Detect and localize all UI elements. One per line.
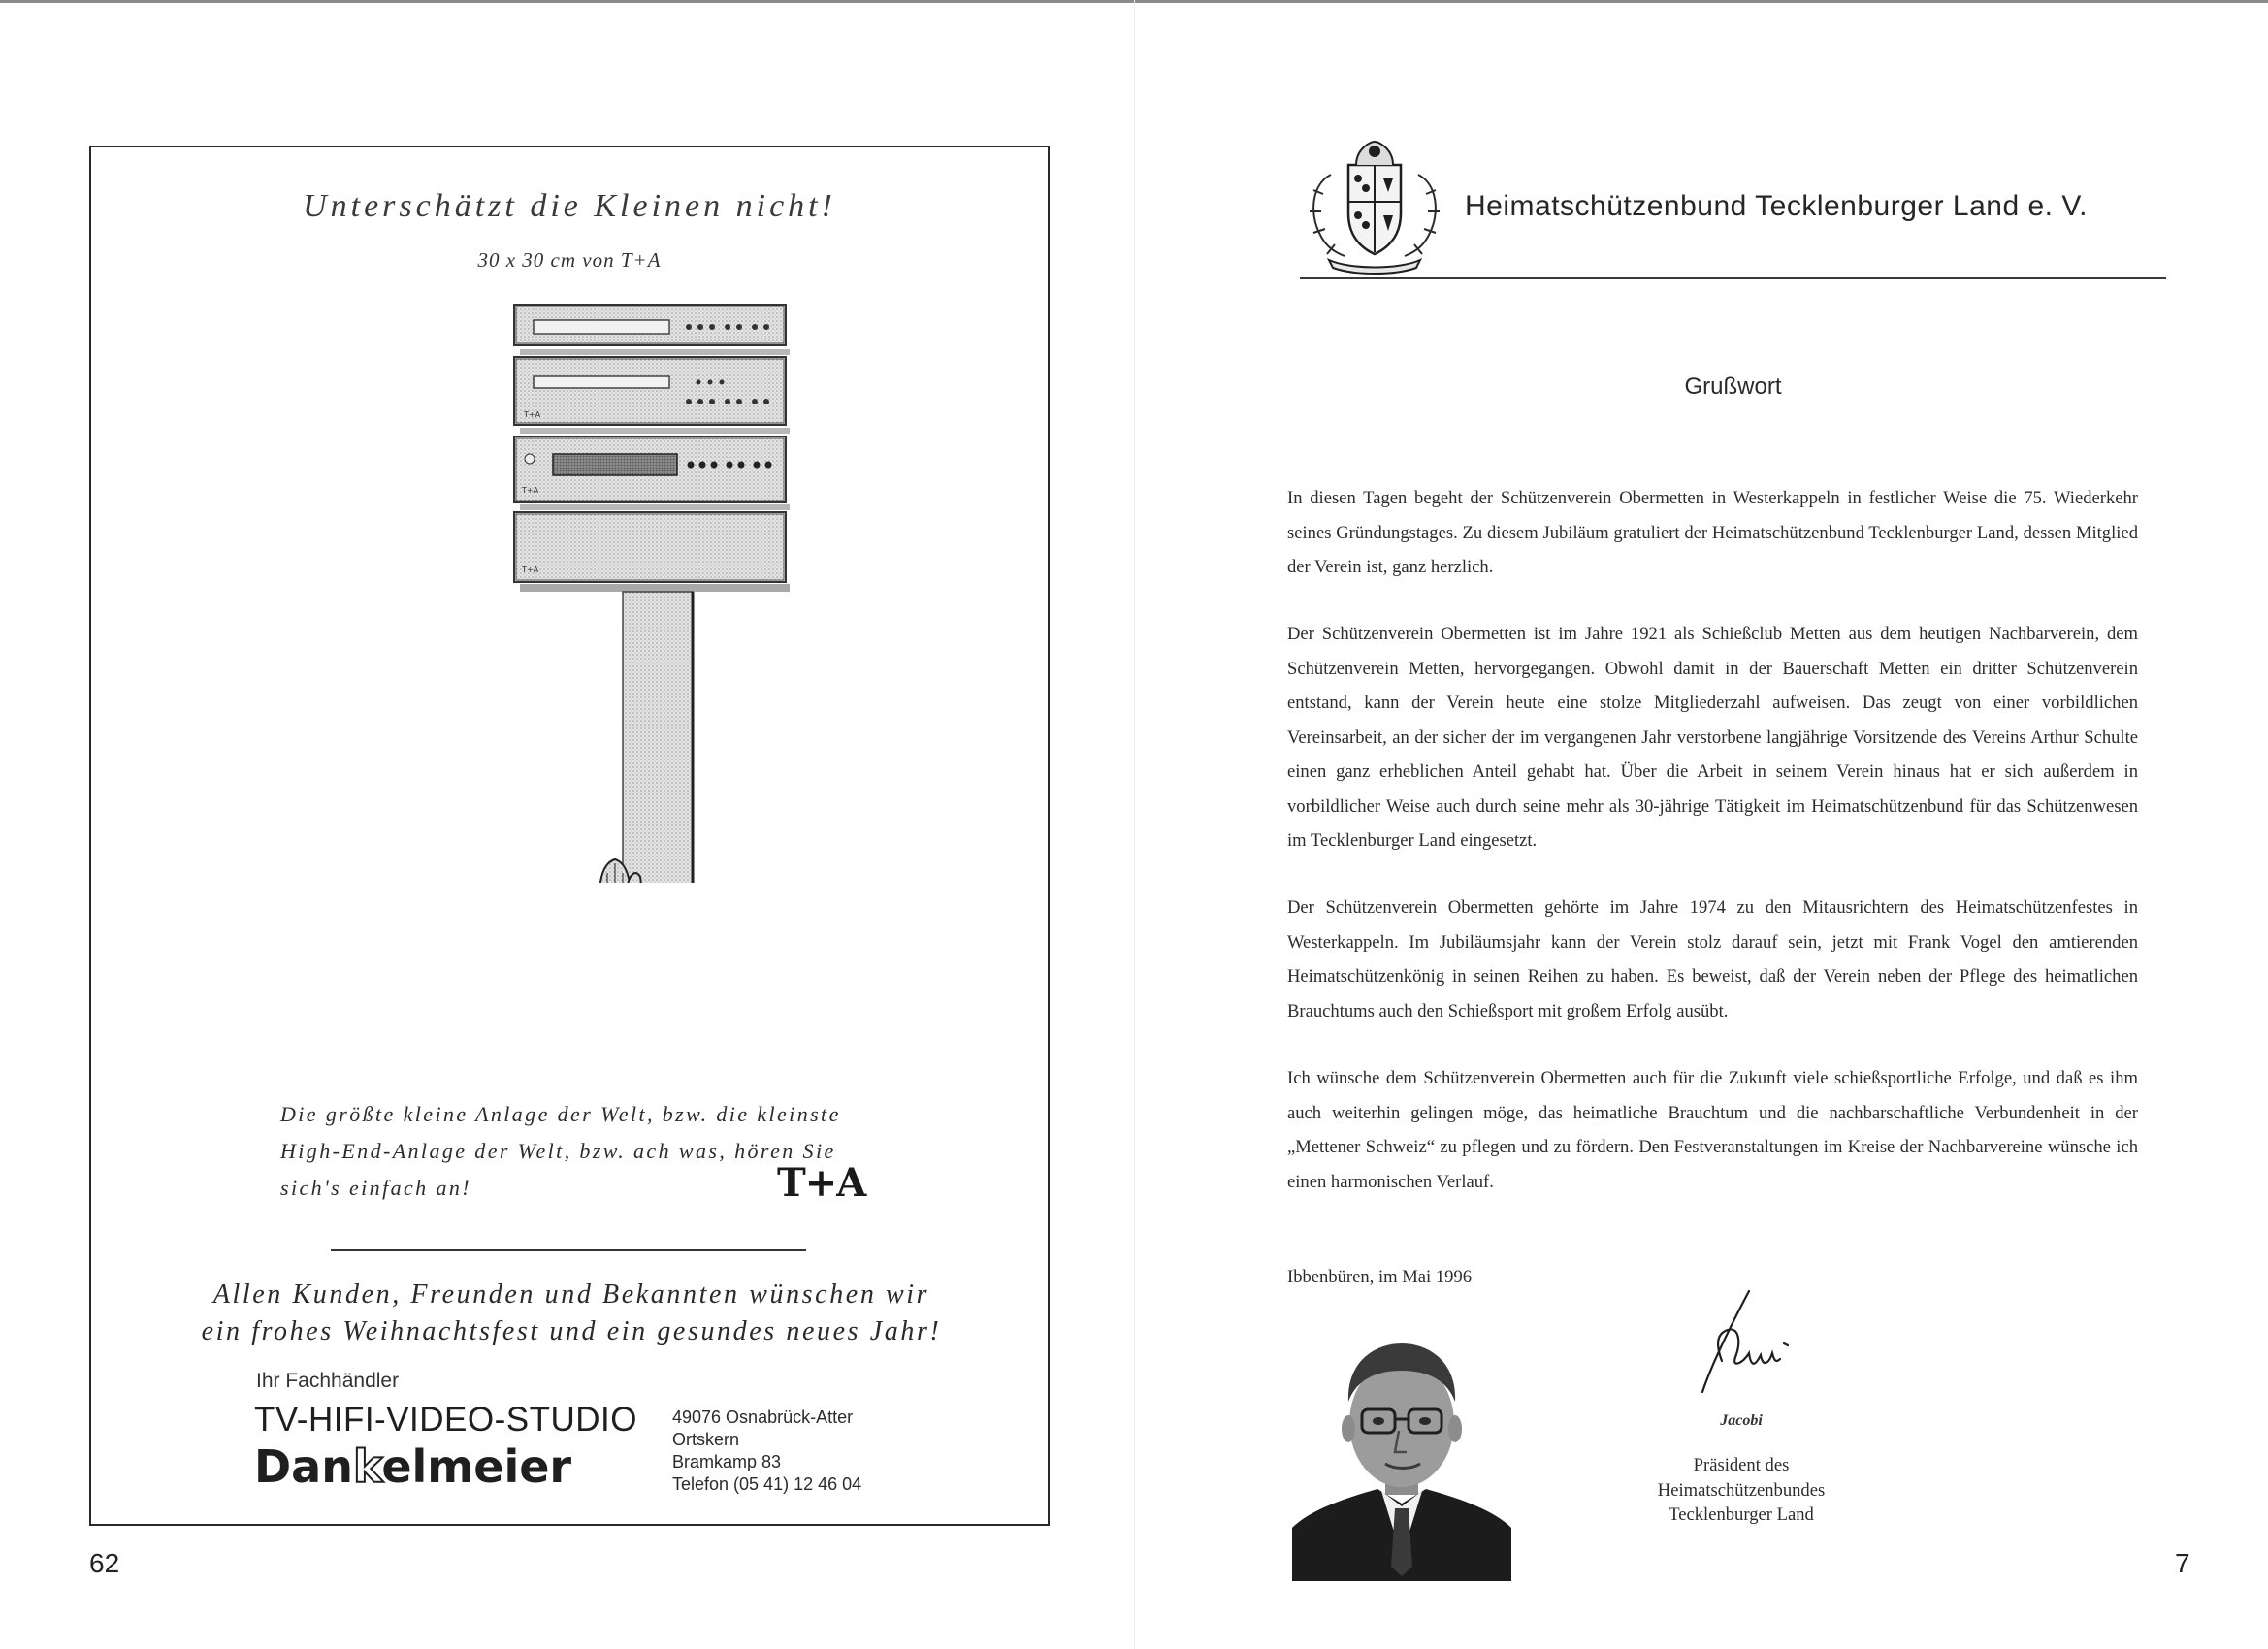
dealer-brand-part: Dan [254, 1440, 353, 1493]
signature-name: Jacobi [1720, 1412, 1763, 1429]
header-rule [1300, 277, 2166, 279]
dealer-brand-logo [254, 1440, 571, 1493]
ad-tagline-line: sich's einfach an! [280, 1176, 471, 1200]
ad-tagline-line: Die größte kleine Anlage der Welt, bzw. die kleinste [280, 1102, 841, 1126]
coat-of-arms-icon [1302, 136, 1447, 276]
page-number-right: 7 [2175, 1548, 2190, 1578]
handwritten-signature [1683, 1285, 1819, 1411]
dealer-address-line: Ortskern [672, 1430, 740, 1449]
ad-greeting [130, 1277, 1013, 1350]
letter-paragraph: In diesen Tagen begeht der Schützenverein Obermetten in Westerkappeln in festlicher Weise die 75. Wiederkehr seines Gründungstages. Zu diesem Jubiläum gratuliert der Heimatschützenbund Tecklenburger Land, dessen Mitglied der Verein ist, ganz herzlich. [1287, 488, 2138, 577]
president-title-line: Tecklenburger Land [1669, 1504, 1814, 1525]
president-title-line: Heimatschützenbundes [1657, 1479, 1826, 1501]
letter-paragraph: Der Schützenverein Obermetten gehörte im Jahre 1974 zu den Mitausrichtern des Heimatschützenfestes in Westerkappeln. Im Jubiläumsjahr kann der Verein stolz darauf sein, jetzt mit Frank Vogel den amtierenden Heimatschützenkönig in seinen Reihen zu haben. Es beweist, daß der Verein neben der Pflege des heimatlichen Brauchtums auch den Schießsport mit großem Erfolg ausübt. [1287, 897, 2138, 1021]
ad-greeting-line: Allen Kunden, Freunden und Bekannten wünschen wir [212, 1279, 930, 1310]
ad-tagline-line: High-End-Anlage der Welt, bzw. ach was, hören Sie [280, 1139, 836, 1163]
letter-paragraph: Der Schützenverein Obermetten ist im Jahre 1921 als Schießclub Metten aus dem heutigen Nachbarverein, dem Schützenverein Metten, hervorgegangen. Obwohl damit in der Bauerschaft Metten ein dritter Schützenverein entstand, kann der Verein heute eine stolze Mitgliederzahl aufweisen. Das zeugt von einer vorbildlichen Vereinsarbeit, an der sicher der im vergangenen Jahr verstorbene langjährige Vorsitzende des Vereins Arthur Schulte einen ganz erheblichen Anteil gehabt hat. Über die Arbeit in seinem Verein hinaus hat er sich außerdem in vorbildlicher Weise auch durch seine mehr als 30-jährige Tätigkeit im Heimatschützenbund für das Schützenwesen im Tecklenburger Land eingesetzt. [1287, 624, 2138, 851]
svg-text:T+A: T+A [524, 410, 541, 419]
place-and-date: Ibbenbüren, im Mai 1996 [1287, 1267, 1473, 1287]
president-title [1591, 1453, 1892, 1528]
letter-paragraph: Ich wünsche dem Schützenverein Obermetten auch für die Zukunft viele schießsportliche Erfolge, und daß es ihm auch weiterhin gelingen möge, das heimatliche Brauchtum und die nachbarschaftliche Verbundenheit in der „Mettener Schweiz“ zu pflegen und zu fördern. Den Festveranstaltungen im Kreise der Nachbarvereine wünsche ich einen harmonischen Verlauf. [1287, 1068, 2138, 1192]
dealer-address-line: Bramkamp 83 [672, 1452, 782, 1471]
letter-title: Grußwort [1684, 373, 1782, 400]
dealer-address-line: 49076 Osnabrück-Atter [672, 1407, 854, 1427]
ad-divider [331, 1249, 806, 1251]
page-number-left: 62 [89, 1548, 120, 1578]
ad-greeting-line: ein frohes Weihnachtsfest und ein gesundes neues Jahr! [201, 1316, 942, 1346]
ad-headline: Unterschätzt die Kleinen nicht! [303, 188, 836, 224]
dealer-address [672, 1406, 861, 1496]
dealer-brand-part-outline: k [352, 1440, 382, 1493]
svg-text:T+A: T+A [522, 486, 539, 495]
ta-brand-logo: T+A [777, 1160, 866, 1206]
advertisement-box [89, 146, 1050, 1526]
svg-text:T+A: T+A [522, 566, 539, 574]
dealer-brand-part: elmeier [381, 1440, 572, 1493]
ad-subline: 30 x 30 cm von T+A [477, 248, 662, 272]
dealer-address-line: Telefon (05 41) 12 46 04 [672, 1474, 862, 1494]
dealer-studio-name: TV-HIFI-VIDEO-STUDIO [254, 1401, 637, 1439]
organization-name: Heimatschützenbund Tecklenburger Land e. V. [1465, 190, 2088, 222]
dealer-label: Ihr Fachhändler [256, 1370, 400, 1392]
book-spine [1134, 0, 1135, 1649]
hifi-stack-illustration [407, 301, 805, 883]
president-title-line: Präsident des [1693, 1455, 1790, 1475]
president-portrait [1292, 1334, 1511, 1581]
